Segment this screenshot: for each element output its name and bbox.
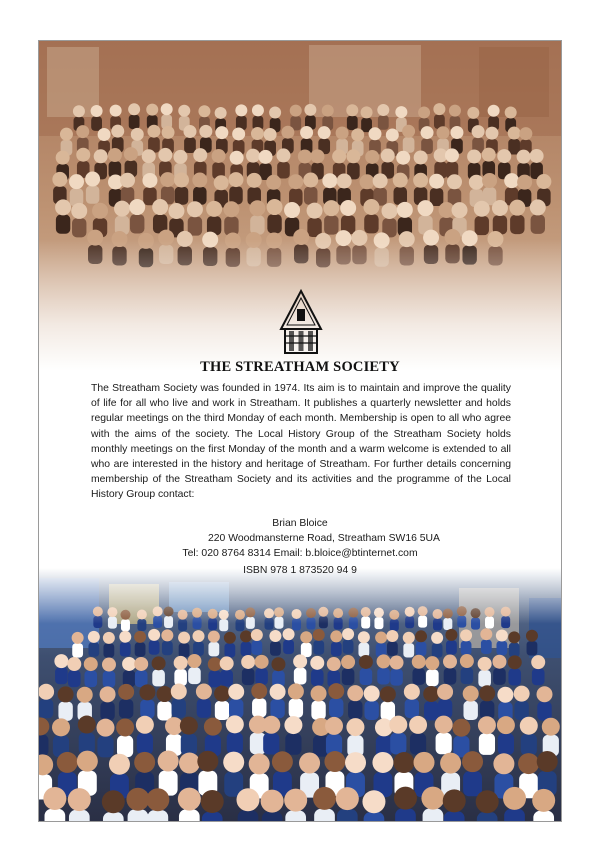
contact-phone-email: Tel: 020 8764 8314 Email: b.bloice@btinternet.com [182,548,418,559]
society-description: The Streatham Society was founded in 1974. Its aim is to maintain and improve the quality of life for all who live and work in Streatham. It publishes a quarterly newsletter and holds regular meetings on the third Monday of each month. Membership is open to all who agree with the aims of the society. The Local History Group of the Streatham Society holds monthly meetings on the first Monday of the month and a warm welcome is extended to all who are interested in the history and heritage of Streatham. For further details concerning membership of the Streatham Society and its activities and the programme of the Local History Group contact: [91,383,511,501]
modern-school-photo [39,568,561,821]
contact-block [39,516,561,561]
isbn-number: ISBN 978 1 873520 94 9 [243,565,357,576]
back-cover-page [38,40,562,822]
streatham-society-crest-icon [279,289,323,355]
society-title: THE STREATHAM SOCIETY [200,359,400,375]
contact-address: 220 Woodmansterne Road, Streatham SW16 5UA [208,533,440,544]
contact-name: Brian Bloice [272,518,328,529]
